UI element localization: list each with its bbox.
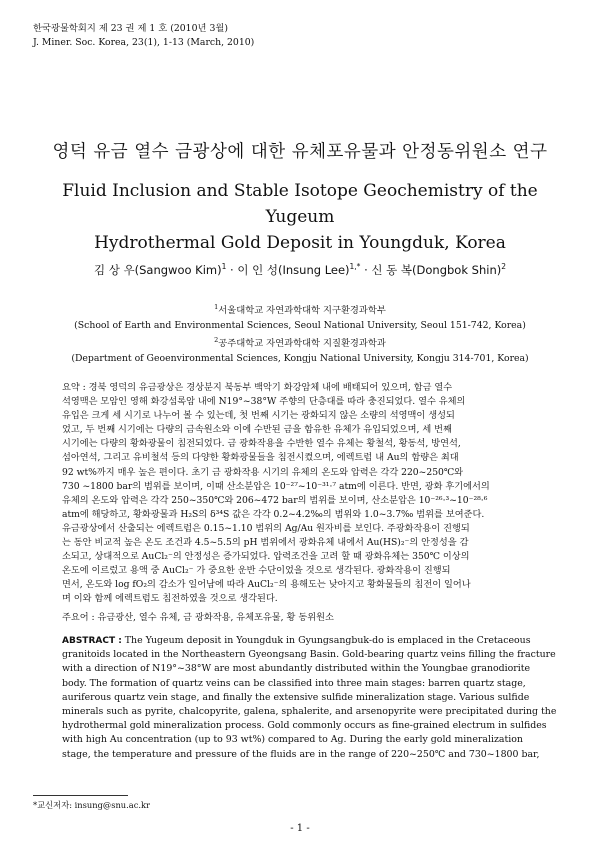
author-mark: 1 [221, 262, 227, 272]
affiliation-en: (School of Earth and Environmental Sciences, Seoul National University, Seoul 151-742, Korea) [74, 320, 526, 332]
affiliations [0, 300, 600, 366]
abstract-en-line: granitoids located in the Northeastern Gyeongsang Basin. Gold-bearing quartz veins filling the fracture [62, 649, 556, 661]
abstract-ko-line: 730 ~1800 bar의 범위를 보이며, 이때 산소분압은 10⁻²⁷~10⁻³¹·⁷ atm에 이른다. 반면, 광화 후기에서의 [62, 480, 490, 492]
author-mark: 2 [501, 262, 507, 272]
abstract-label: ABSTRACT : [62, 636, 122, 646]
affiliation-mark: 1 [214, 303, 219, 311]
affiliation-ko [0, 333, 600, 351]
author-list [0, 262, 600, 278]
author-name: 이 인 성(Insung Lee) [237, 263, 350, 277]
abstract-ko-line: 요약 : 경북 영덕의 유금광상은 경상분지 북동부 백악기 화강암체 내에 배태되어 있으며, 함금 열수 [62, 382, 453, 393]
keywords-korean: 주요어 : 유금광산, 열수 유체, 금 광화작용, 유체포유물, 황 동위원소 [62, 612, 334, 623]
author-name: 김 상 우(Sangwoo Kim) [93, 263, 222, 277]
abstract-en-line: with high Au concentration (up to 93 wt%) compared to Ag. During the early gold mineralization [62, 734, 523, 746]
title-korean: 영덕 유금 열수 금광상에 대한 유체포유물과 안정동위원소 연구 [52, 142, 548, 162]
abstract-ko-line: 유금광상에서 산출되는 에렉트럼은 0.15~1.10 범위의 Ag/Au 원자비를 보인다. 주광화작용이 진행되 [62, 522, 470, 534]
abstract-ko-line: 유입은 크게 세 시기로 나누어 볼 수 있는데, 첫 번째 시기는 광화되지 않은 소량의 석영맥이 생성되 [62, 410, 455, 422]
abstract-en-line: hydrothermal gold mineralization process. Gold commonly occurs as fine-grained electrum in sulfides [62, 720, 547, 732]
affiliation-ko [0, 300, 600, 318]
abstract-en-line: stage, the temperature and pressure of the fluids are in the range of 220~250℃ and 730~1800 bar, [62, 748, 540, 760]
abstract-ko-line: 유체의 온도와 압력은 각각 250~350℃와 206~472 bar의 범위를 보이며, 산소분압은 10⁻²⁶·³~10⁻²⁸·⁶ [62, 494, 488, 506]
title-english-line: Hydrothermal Gold Deposit in Youngduk, Korea [94, 233, 506, 253]
abstract-korean [62, 381, 537, 607]
author-mark: 1,* [349, 262, 361, 272]
abstract-ko-line: 는 동안 비교적 높은 온도 조건과 4.5~5.5의 pH 범위에서 광화유체 내에서 Au(HS)₂⁻의 안정성을 감 [62, 537, 469, 549]
abstract-ko-line: atm에 해당하고, 황화광물과 H₂S의 δ³⁴S 값은 각각 0.2~4.2‰의 범위와 1.0~3.7‰ 범위를 보여준다. [62, 508, 485, 520]
abstract-ko-line: 석영맥은 모암인 영해 화강섬록암 내에 N19°~38°W 주향의 단층대를 따라 충진되었다. 열수 유체의 [62, 396, 466, 408]
abstract-en-line: minerals such as pyrite, chalcopyrite, galena, sphalerite, and arsenopyrite were precipitated during the [62, 706, 557, 718]
abstract-ko-line: 섬아연석, 그리고 유비철석 등의 다양한 황화광물들을 침전시켰으며, 에렉트럼 내 Au의 함량은 최대 [62, 452, 459, 464]
abstract-ko-line: 소되고, 상대적으로 AuCl₂⁻의 안정성은 증가되었다. 압력조건을 고려 할 때 광화유체는 350℃ 이상의 [62, 551, 470, 563]
affiliation-mark: 2 [214, 336, 219, 345]
corresponding-author-footnote: *교신저자: insung@snu.ac.kr [33, 800, 150, 810]
author-name: 신 동 복(Dongbok Shin) [371, 263, 502, 277]
abstract-ko-line: 시기에는 다량의 황화광물이 침전되었다. 금 광화작용을 수반한 열수 유체는 황철석, 황동석, 방연석, [62, 438, 461, 450]
abstract-ko-line: 며 이와 함께 에렉트럼도 침전하였을 것으로 생각된다. [62, 593, 278, 605]
abstract-english [62, 634, 557, 762]
affiliation-ko-text: 공주대학교 자연과학대학 지질환경과학과 [218, 338, 386, 350]
abstract-en-first-line [62, 634, 537, 648]
abstract-en-line: auriferous quartz vein stage, and finally the extensive sulfide mineralization stage. Various sulfide [62, 691, 530, 703]
abstract-ko-line: 었고, 두 번째 시기에는 다량의 금속원소와 이에 수반된 금을 함유한 유체가 유입되었으며, 세 번째 [62, 424, 452, 436]
affiliation-ko-text: 서울대학교 자연과학대학 지구환경과학부 [218, 305, 386, 317]
author-separator: · [360, 263, 372, 277]
author-separator: · [226, 263, 238, 277]
abstract-en-line: body. The formation of quartz veins can be classified into three main stages: barren quartz stage, [62, 677, 526, 689]
footnote-divider [33, 795, 128, 796]
abstract-ko-line: 면서, 온도와 log fO₂의 감소가 일어남에 따라 AuCl₂⁻의 용해도는 낮아지고 황화물들의 침전이 일어나 [62, 579, 471, 591]
abstract-en-line: with a direction of N19°~38°W are most abundantly distributed within the Youngbae granodiorite [62, 663, 531, 675]
journal-line-en: J. Miner. Soc. Korea, 23(1), 1-13 (March, 2010) [33, 37, 255, 48]
abstract-ko-line: 92 wt%까지 매우 높은 편이다. 초기 금 광화작용 시기의 유체의 온도와 압력은 각각 220~250℃와 [62, 466, 464, 478]
abstract-en-text: The Yugeum deposit in Youngduk in Gyungsangbuk-do is emplaced in the Cretaceous [121, 635, 531, 646]
abstract-ko-line: 온도에 이르렀고 용액 중 AuCl₂⁻ 가 중요한 운반 수단이었을 것으로 생각된다. 광화작용이 진행되 [62, 565, 451, 577]
title-english-line: Fluid Inclusion and Stable Isotope Geochemistry of the Yugeum [62, 181, 538, 227]
affiliation-en: (Department of Geoenvironmental Sciences, Kongju National University, Kongju 314-701, Korea) [71, 353, 529, 365]
journal-line-ko: 한국광물학회지 제 23 권 제 1 호 (2010년 3월) [33, 23, 228, 34]
journal-header [33, 22, 254, 50]
page-number: - 1 - [290, 823, 310, 834]
title-english [60, 178, 540, 256]
